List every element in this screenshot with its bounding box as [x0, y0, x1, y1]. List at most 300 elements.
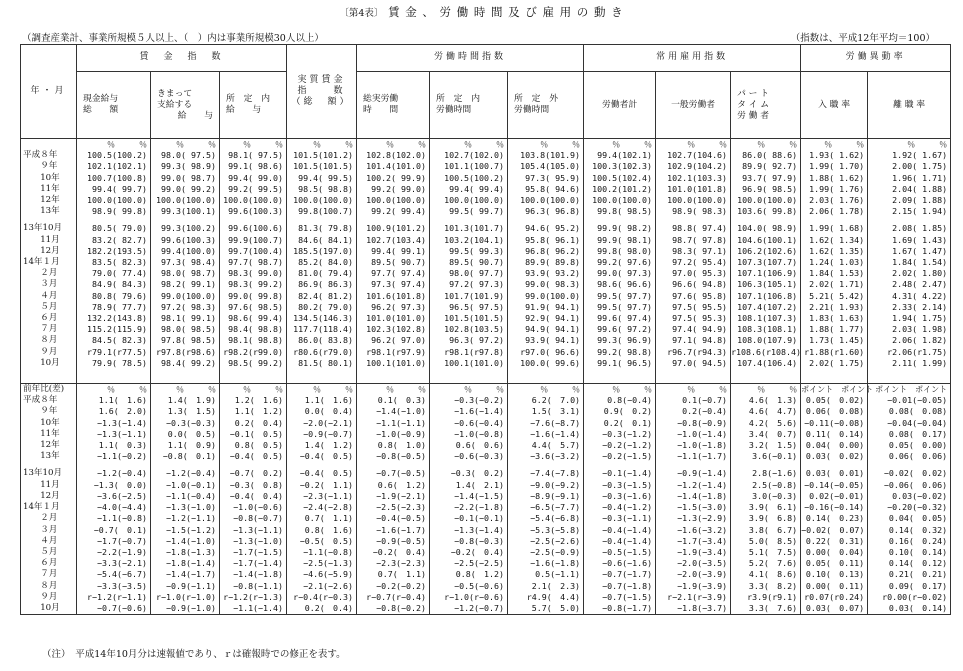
table-cell: 0.0( 0.4) [287, 406, 357, 417]
table-cell: 3.3( 8.2) [731, 581, 801, 592]
table-cell: 96.3( 96.8) [508, 206, 584, 217]
table-cell: 98.1( 97.5) [220, 150, 287, 161]
table-cell: 97.6( 95.8) [656, 291, 731, 302]
table-cell: 100.2( 99.9) [357, 173, 430, 184]
row-label: 11年 [21, 184, 77, 195]
row-label: 13年 [21, 206, 77, 217]
table-cell: −1.7(−3.4) [656, 536, 731, 547]
table-cell: 99.4(102.1) [584, 150, 656, 161]
table-cell: −1.2(−0.4) [77, 468, 151, 479]
table-cell: 93.9( 94.1) [508, 335, 584, 346]
table-cell: 0.00( 0.04) [801, 547, 868, 558]
table-cell: 100.9(101.2) [357, 223, 430, 234]
table-cell: 98.9( 99.8) [77, 206, 151, 217]
table-cell: 107.4(106.4) [731, 358, 801, 369]
row-label: ８月 [21, 581, 77, 592]
table-cell: 97.7( 97.4) [357, 268, 430, 279]
table-cell: 97.3( 95.9) [508, 173, 584, 184]
table-cell: 107.1(106.9) [731, 268, 801, 279]
table-cell: 2.03( 1.76) [801, 195, 868, 206]
table-cell: 82.4( 81.2) [287, 291, 357, 302]
table-cell: −0.5(−1.5) [584, 547, 656, 558]
table-cell: −1.1(−0.8) [77, 513, 151, 524]
table-cell: 0.1(−0.7) [656, 395, 731, 406]
table-cell: −0.1(−1.4) [584, 468, 656, 479]
table-cell: r−2.1(r−3.9) [656, 592, 731, 603]
table-cell: −0.4( 0.5) [220, 451, 287, 462]
table-cell: 101.5(101.5) [287, 161, 357, 172]
table-cell: 99.5( 99.7) [430, 206, 508, 217]
table-cell: 0.8( 1.2) [430, 569, 508, 580]
table-cell: 101.4(101.0) [357, 161, 430, 172]
table-cell: 0.21( 0.21) [868, 569, 951, 580]
table-cell: −0.1( 0.5) [220, 429, 287, 440]
table-cell: 100.0(100.0) [508, 195, 584, 206]
table-cell: 94.6( 95.2) [508, 223, 584, 234]
table-row [21, 406, 951, 417]
table-cell: 3.6(−0.1) [731, 451, 801, 462]
table-cell: 98.5( 99.2) [220, 358, 287, 369]
table-cell: 0.14( 0.32) [868, 525, 951, 536]
table-cell: −2.2(−1.8) [430, 502, 508, 513]
table-cell: 101.1(100.7) [430, 161, 508, 172]
table-cell: −2.4(−2.8) [287, 502, 357, 513]
table-cell: 3.8( 6.7) [731, 525, 801, 536]
table-cell: 107.1(106.8) [731, 291, 801, 302]
header-real-wage: 実質賃金 指 数 （総 額） [287, 45, 357, 139]
table-cell: 0.03(−0.02) [868, 491, 951, 502]
table-cell: 99.6( 97.2) [584, 324, 656, 335]
table-cell: −0.02( 0.07) [801, 525, 868, 536]
table-cell: −1.1(−1.4) [220, 603, 287, 615]
table-cell: −1.8(−3.7) [656, 603, 731, 615]
table-cell: 5.1( 7.5) [731, 547, 801, 558]
table-cell: −1.3(−1.4) [430, 525, 508, 536]
table-cell: 1.67( 1.47) [868, 246, 951, 257]
table-cell: −1.3( 0.0) [77, 480, 151, 491]
table-cell: 100.1(101.0) [430, 358, 508, 369]
table-cell: ％ ％ [508, 384, 584, 396]
table-cell: 0.0( 0.5) [151, 429, 220, 440]
table-cell: 100.0(100.0) [731, 195, 801, 206]
table-cell: 1.84( 1.54) [868, 257, 951, 268]
table-cell: 1.4( 1.2) [287, 440, 357, 451]
table-cell: 94.9( 94.1) [508, 324, 584, 335]
table-cell: −0.14(−0.05) [801, 480, 868, 491]
table-cell: 89.9( 89.8) [508, 257, 584, 268]
table-cell: −2.3(−1.1) [287, 491, 357, 502]
table-cell: 99.5( 97.7) [584, 291, 656, 302]
table-cell: 0.7( 1.1) [287, 513, 357, 524]
header-overtime-hours: 所 定 外 労働時間 [508, 72, 584, 139]
table-cell: −1.7(−1.5) [220, 547, 287, 558]
table-cell: −1.6(−1.4) [508, 429, 584, 440]
table-row [21, 468, 951, 479]
header-scheduled-hours: 所 定 内 労働時間 [430, 72, 508, 139]
table-cell: r80.6(r79.0) [287, 347, 357, 358]
header-regular-pay: きまって 支給する 給 与 [151, 72, 220, 139]
table-cell: 96.3( 97.2) [430, 335, 508, 346]
table-cell: r1.88(r1.60) [801, 347, 868, 358]
table-cell: 5.21( 5.42) [801, 291, 868, 302]
table-cell: 0.05( 0.00) [868, 440, 951, 451]
table-cell: 98.3( 99.2) [220, 279, 287, 290]
table-cell: 108.0(107.9) [731, 335, 801, 346]
table-cell: ％ ％ [220, 384, 287, 396]
table-cell: 99.2( 99.0) [357, 184, 430, 195]
row-label: 10月 [21, 603, 77, 615]
table-cell: 96.2( 97.0) [357, 335, 430, 346]
table-cell: 3.4( 0.7) [731, 429, 801, 440]
table-header [21, 45, 951, 139]
table-cell: −0.9(−1.1) [151, 581, 220, 592]
table-cell: −4.0(−4.4) [77, 502, 151, 513]
table-cell: 3.0(−0.3) [731, 491, 801, 502]
table-cell: 98.4( 99.2) [151, 358, 220, 369]
spacer-cell [656, 369, 731, 384]
table-title-text: 賃 金 、 労 働 時 間 及 び 雇 用 の 動 き [388, 5, 624, 19]
table-row [21, 581, 951, 592]
table-cell: −0.2(−1.2) [584, 440, 656, 451]
table-cell: 0.5(−1.1) [508, 569, 584, 580]
table-cell: −2.0(−3.9) [656, 569, 731, 580]
table-cell: −1.9(−3.9) [656, 581, 731, 592]
spacer-cell [731, 369, 801, 384]
table-cell: 0.09( 0.17) [868, 581, 951, 592]
table-row [21, 313, 951, 324]
table-cell: 102.7(102.0) [430, 150, 508, 161]
spacer-cell [77, 369, 151, 384]
table-row [21, 592, 951, 603]
table-cell: −1.6(−1.4) [430, 406, 508, 417]
table-cell: 100.0(100.0) [656, 195, 731, 206]
table-cell: 98.3( 99.0) [220, 268, 287, 279]
table-cell: −0.8(−0.9) [656, 418, 731, 429]
table-row [21, 395, 951, 406]
table-cell: 100.5(100.2) [430, 173, 508, 184]
table-cell: 2.09( 1.88) [868, 195, 951, 206]
table-cell: r2.06(r1.75) [868, 347, 951, 358]
row-label: ６月 [21, 558, 77, 569]
table-cell: −0.4( 0.4) [220, 491, 287, 502]
table-cell: 4.2( 5.6) [731, 418, 801, 429]
table-cell: −0.3(−1.5) [584, 480, 656, 491]
table-cell: 98.5( 98.8) [287, 184, 357, 195]
table-cell: −1.0(−1.8) [656, 440, 731, 451]
table-cell: 132.2(143.8) [77, 313, 151, 324]
table-cell: 0.6( 1.2) [357, 480, 430, 491]
table-cell: 1.1( 1.6) [287, 395, 357, 406]
table-cell: −0.3(−1.6) [584, 491, 656, 502]
table-cell: 0.06( 0.06) [868, 451, 951, 462]
table-cell: −0.3( 0.8) [220, 480, 287, 491]
table-cell: 0.2(−0.4) [656, 406, 731, 417]
table-cell: 1.73( 1.45) [801, 335, 868, 346]
table-cell: 98.0( 97.5) [151, 150, 220, 161]
table-cell: −1.8(−1.3) [151, 547, 220, 558]
table-cell: 1.96( 1.71) [868, 173, 951, 184]
table-cell: −0.3(−1.2) [584, 429, 656, 440]
table-row [21, 279, 951, 290]
table-cell: −5.3(−5.8) [508, 525, 584, 536]
table-cell: 81.3( 79.8) [287, 223, 357, 234]
header-separation-rate: 離 職 率 [868, 72, 951, 139]
table-cell: ％ ％ [151, 139, 220, 151]
row-label: 12年 [21, 440, 77, 451]
table-cell: 98.0( 97.7) [430, 268, 508, 279]
table-cell: 102.8(103.5) [430, 324, 508, 335]
table-cell: 92.9( 94.1) [508, 313, 584, 324]
table-cell: 2.02( 1.80) [868, 268, 951, 279]
row-label: ７月 [21, 569, 77, 580]
header-total-cash: 現金給与 総 額 [77, 72, 151, 139]
row-label: ４月 [21, 291, 77, 302]
table-cell: 1.83( 1.63) [801, 313, 868, 324]
table-row [21, 161, 951, 172]
table-cell: 99.0( 99.2) [151, 184, 220, 195]
table-cell: 1.62( 1.35) [801, 246, 868, 257]
statistics-table [20, 44, 951, 615]
table-cell: 4.31( 4.22) [868, 291, 951, 302]
table-cell: 4.1( 8.6) [731, 569, 801, 580]
table-cell: −0.9(−1.0) [151, 603, 220, 615]
table-cell: 1.4( 1.9) [151, 395, 220, 406]
table-cell: 2.02( 1.71) [801, 279, 868, 290]
table-cell: −1.6(−1.8) [508, 558, 584, 569]
table-cell: −0.1(−0.1) [430, 513, 508, 524]
table-cell: 83.2( 82.7) [77, 235, 151, 246]
table-cell: 1.99( 1.70) [801, 161, 868, 172]
table-cell: 0.14( 0.23) [801, 513, 868, 524]
table-cell: 99.2( 98.8) [584, 347, 656, 358]
row-label: ５月 [21, 547, 77, 558]
spacer-cell [801, 369, 868, 384]
table-cell: 3.2( 1.5) [731, 440, 801, 451]
table-cell: 102.3(102.8) [357, 324, 430, 335]
table-cell: 102.7(103.4) [357, 235, 430, 246]
table-cell: −1.3(−1.0) [220, 536, 287, 547]
table-cell: r−1.2(r−1.3) [220, 592, 287, 603]
table-cell: 5.7( 5.0) [508, 603, 584, 615]
table-cell: 97.3( 97.4) [357, 279, 430, 290]
table-cell: 5.2( 7.6) [731, 558, 801, 569]
table-cell: −3.3(−3.5) [77, 581, 151, 592]
table-cell: 99.4( 99.4) [430, 184, 508, 195]
table-cell: 0.00( 0.11) [801, 581, 868, 592]
table-cell: 97.0( 95.3) [656, 268, 731, 279]
table-cell: 1.69( 1.43) [868, 235, 951, 246]
table-cell: 99.3(100.1) [151, 206, 220, 217]
table-cell: 182.2(193.5) [77, 246, 151, 257]
table-cell: 99.6(100.3) [151, 235, 220, 246]
row-label: ６月 [21, 313, 77, 324]
row-label [21, 139, 77, 151]
table-cell: 98.6( 96.6) [584, 279, 656, 290]
table-cell: 97.5( 95.3) [656, 313, 731, 324]
table-row [21, 335, 951, 346]
table-cell: −1.0(−0.1) [151, 480, 220, 491]
table-cell: 84.6( 84.1) [287, 235, 357, 246]
table-cell: 3.3( 7.6) [731, 603, 801, 615]
table-cell: −1.1(−1.1) [357, 418, 430, 429]
table-cell: 97.5( 95.5) [656, 302, 731, 313]
table-row [21, 513, 951, 524]
table-cell: 98.7( 97.8) [656, 235, 731, 246]
table-cell: r0.00(r−0.02) [868, 592, 951, 603]
table-cell: 101.5(101.2) [287, 150, 357, 161]
table-cell: r−1.0(r−0.6) [430, 592, 508, 603]
table-cell: −2.0(−2.1) [287, 418, 357, 429]
table-cell: 100.0(100.0) [287, 195, 357, 206]
row-label: 平成８年 [21, 395, 77, 406]
header-year-month: 年・月 [21, 45, 77, 139]
table-cell: 103.6( 99.8) [731, 206, 801, 217]
table-cell: 96.9( 98.5) [731, 184, 801, 195]
table-cell: 97.4( 94.9) [656, 324, 731, 335]
table-cell: −0.8(−0.2) [357, 603, 430, 615]
table-cell: −1.3(−2.9) [656, 513, 731, 524]
header-part-time-workers: パ ー ト タ イ ム 労 働 者 [731, 72, 801, 139]
table-cell: 97.7( 98.7) [220, 257, 287, 268]
table-cell: −9.0(−9.2) [508, 480, 584, 491]
table-cell: r79.1(r77.5) [77, 347, 151, 358]
table-cell: 1.93( 1.62) [801, 150, 868, 161]
table-cell: −1.9(−2.1) [357, 491, 430, 502]
table-cell: −0.6(−0.3) [430, 451, 508, 462]
table-row [21, 150, 951, 161]
header-total-hours: 総実労働 時 間 [357, 72, 430, 139]
table-cell: −0.2( 1.1) [287, 480, 357, 491]
row-label: 13年10月 [21, 223, 77, 234]
table-cell: 99.8(100.7) [287, 206, 357, 217]
table-cell: 0.2( 0.4) [220, 418, 287, 429]
row-label: ９年 [21, 406, 77, 417]
table-cell: −0.7(−1.7) [584, 569, 656, 580]
table-cell: −6.5(−7.7) [508, 502, 584, 513]
table-cell: 1.5( 3.1) [508, 406, 584, 417]
table-cell: 101.0(101.8) [656, 184, 731, 195]
table-cell: 97.1( 94.8) [656, 335, 731, 346]
table-cell: −0.3( 0.2) [430, 468, 508, 479]
table-cell: −0.02( 0.02) [868, 468, 951, 479]
row-label: 10月 [21, 358, 77, 369]
table-cell: −1.7(−0.7) [77, 536, 151, 547]
table-row [21, 525, 951, 536]
table-cell: 98.1( 99.1) [151, 313, 220, 324]
table-cell: 84.5( 82.3) [77, 335, 151, 346]
table-cell: 1.1( 0.3) [77, 440, 151, 451]
table-cell: 105.4(105.0) [508, 161, 584, 172]
table-cell: −0.7(−0.5) [357, 468, 430, 479]
table-cell: 80.2( 79.0) [287, 302, 357, 313]
header-turnover-rate: 労働異動率 [801, 45, 951, 72]
table-row [21, 451, 951, 462]
table-cell: 0.2( 0.1) [584, 418, 656, 429]
table-cell: −1.0(−0.8) [430, 429, 508, 440]
table-cell: 100.5(100.2) [77, 150, 151, 161]
table-cell: 99.2( 99.5) [220, 184, 287, 195]
table-cell: −1.4(−1.5) [430, 491, 508, 502]
table-cell: −1.4(−1.8) [656, 491, 731, 502]
table-cell: 99.4( 99.5) [287, 173, 357, 184]
table-cell: −4.6(−5.9) [287, 569, 357, 580]
table-cell: −0.3(−0.3) [151, 418, 220, 429]
table-cell: 79.9( 78.5) [77, 358, 151, 369]
table-cell: 99.4( 99.7) [77, 184, 151, 195]
table-cell: −1.2(−1.4) [656, 480, 731, 491]
table-cell: −1.3(−1.1) [220, 525, 287, 536]
table-cell: −0.8(−0.7) [220, 513, 287, 524]
table-cell: ％ ％ [584, 139, 656, 151]
table-cell: 0.06( 0.08) [801, 406, 868, 417]
table-cell: 99.1( 98.6) [220, 161, 287, 172]
table-cell: ％ ％ [508, 139, 584, 151]
table-cell: 86.0( 88.6) [731, 150, 801, 161]
table-cell: 86.0( 83.8) [287, 335, 357, 346]
table-cell: ％ ％ [151, 384, 220, 396]
header-hiring-rate: 入 職 率 [801, 72, 868, 139]
table-cell: ％ ％ [357, 384, 430, 396]
row-label: ２月 [21, 513, 77, 524]
table-cell: 104.0( 98.9) [731, 223, 801, 234]
table-row [21, 418, 951, 429]
table-cell: 0.8( 1.6) [287, 525, 357, 536]
table-cell: −3.6(−3.2) [508, 451, 584, 462]
table-cell: 100.0(100.0) [77, 195, 151, 206]
table-cell: 2.5(−0.8) [731, 480, 801, 491]
table-cell: −0.01(−0.05) [868, 395, 951, 406]
table-cell: 98.8( 97.4) [656, 223, 731, 234]
table-cell: 89.5( 90.7) [357, 257, 430, 268]
table-cell: −0.5(−0.6) [430, 581, 508, 592]
table-cell: −2.1(−2.6) [287, 581, 357, 592]
table-row [21, 291, 951, 302]
table-cell: r−1.2(r−1.1) [77, 592, 151, 603]
table-cell: −1.3(−1.4) [77, 418, 151, 429]
table-cell: 0.22( 0.31) [801, 536, 868, 547]
table-cell: −0.6(−1.6) [584, 558, 656, 569]
table-cell: 1.24( 1.03) [801, 257, 868, 268]
table-cell: ％ ％ [868, 139, 951, 151]
table-cell: ポイント ポイント [801, 385, 874, 395]
table-cell: ポイント ポイント [868, 384, 951, 396]
row-label: ４月 [21, 536, 77, 547]
table-cell: 2.11( 1.99) [868, 358, 951, 369]
table-cell: −0.7(−0.6) [77, 603, 151, 615]
table-cell: 89.5( 90.7) [430, 257, 508, 268]
table-cell: 0.8( 1.0) [357, 440, 430, 451]
table-cell: −0.4(−1.2) [584, 502, 656, 513]
table-cell: 100.1(101.0) [357, 358, 430, 369]
table-cell: 2.06( 1.82) [868, 335, 951, 346]
table-cell: 99.0(100.0) [151, 291, 220, 302]
table-cell: −0.4( 0.5) [287, 451, 357, 462]
table-cell: 99.9(100.7) [220, 235, 287, 246]
table-cell: 108.1(107.3) [731, 313, 801, 324]
table-cell: 100.3(102.3) [584, 161, 656, 172]
table-cell: −1.5(−1.2) [151, 525, 220, 536]
table-cell: 84.9( 84.3) [77, 279, 151, 290]
table-cell: ％ ％ [287, 384, 357, 396]
table-cell: −1.4(−1.8) [220, 569, 287, 580]
table-cell: 0.02(−0.01) [801, 491, 868, 502]
table-cell: −0.8(−0.5) [357, 451, 430, 462]
row-label: ３月 [21, 279, 77, 290]
table-cell: 101.6(101.8) [357, 291, 430, 302]
table-cell: ％ ％ [731, 384, 801, 396]
table-cell: 99.0( 99.8) [220, 291, 287, 302]
table-cell: 81.0( 79.4) [287, 268, 357, 279]
